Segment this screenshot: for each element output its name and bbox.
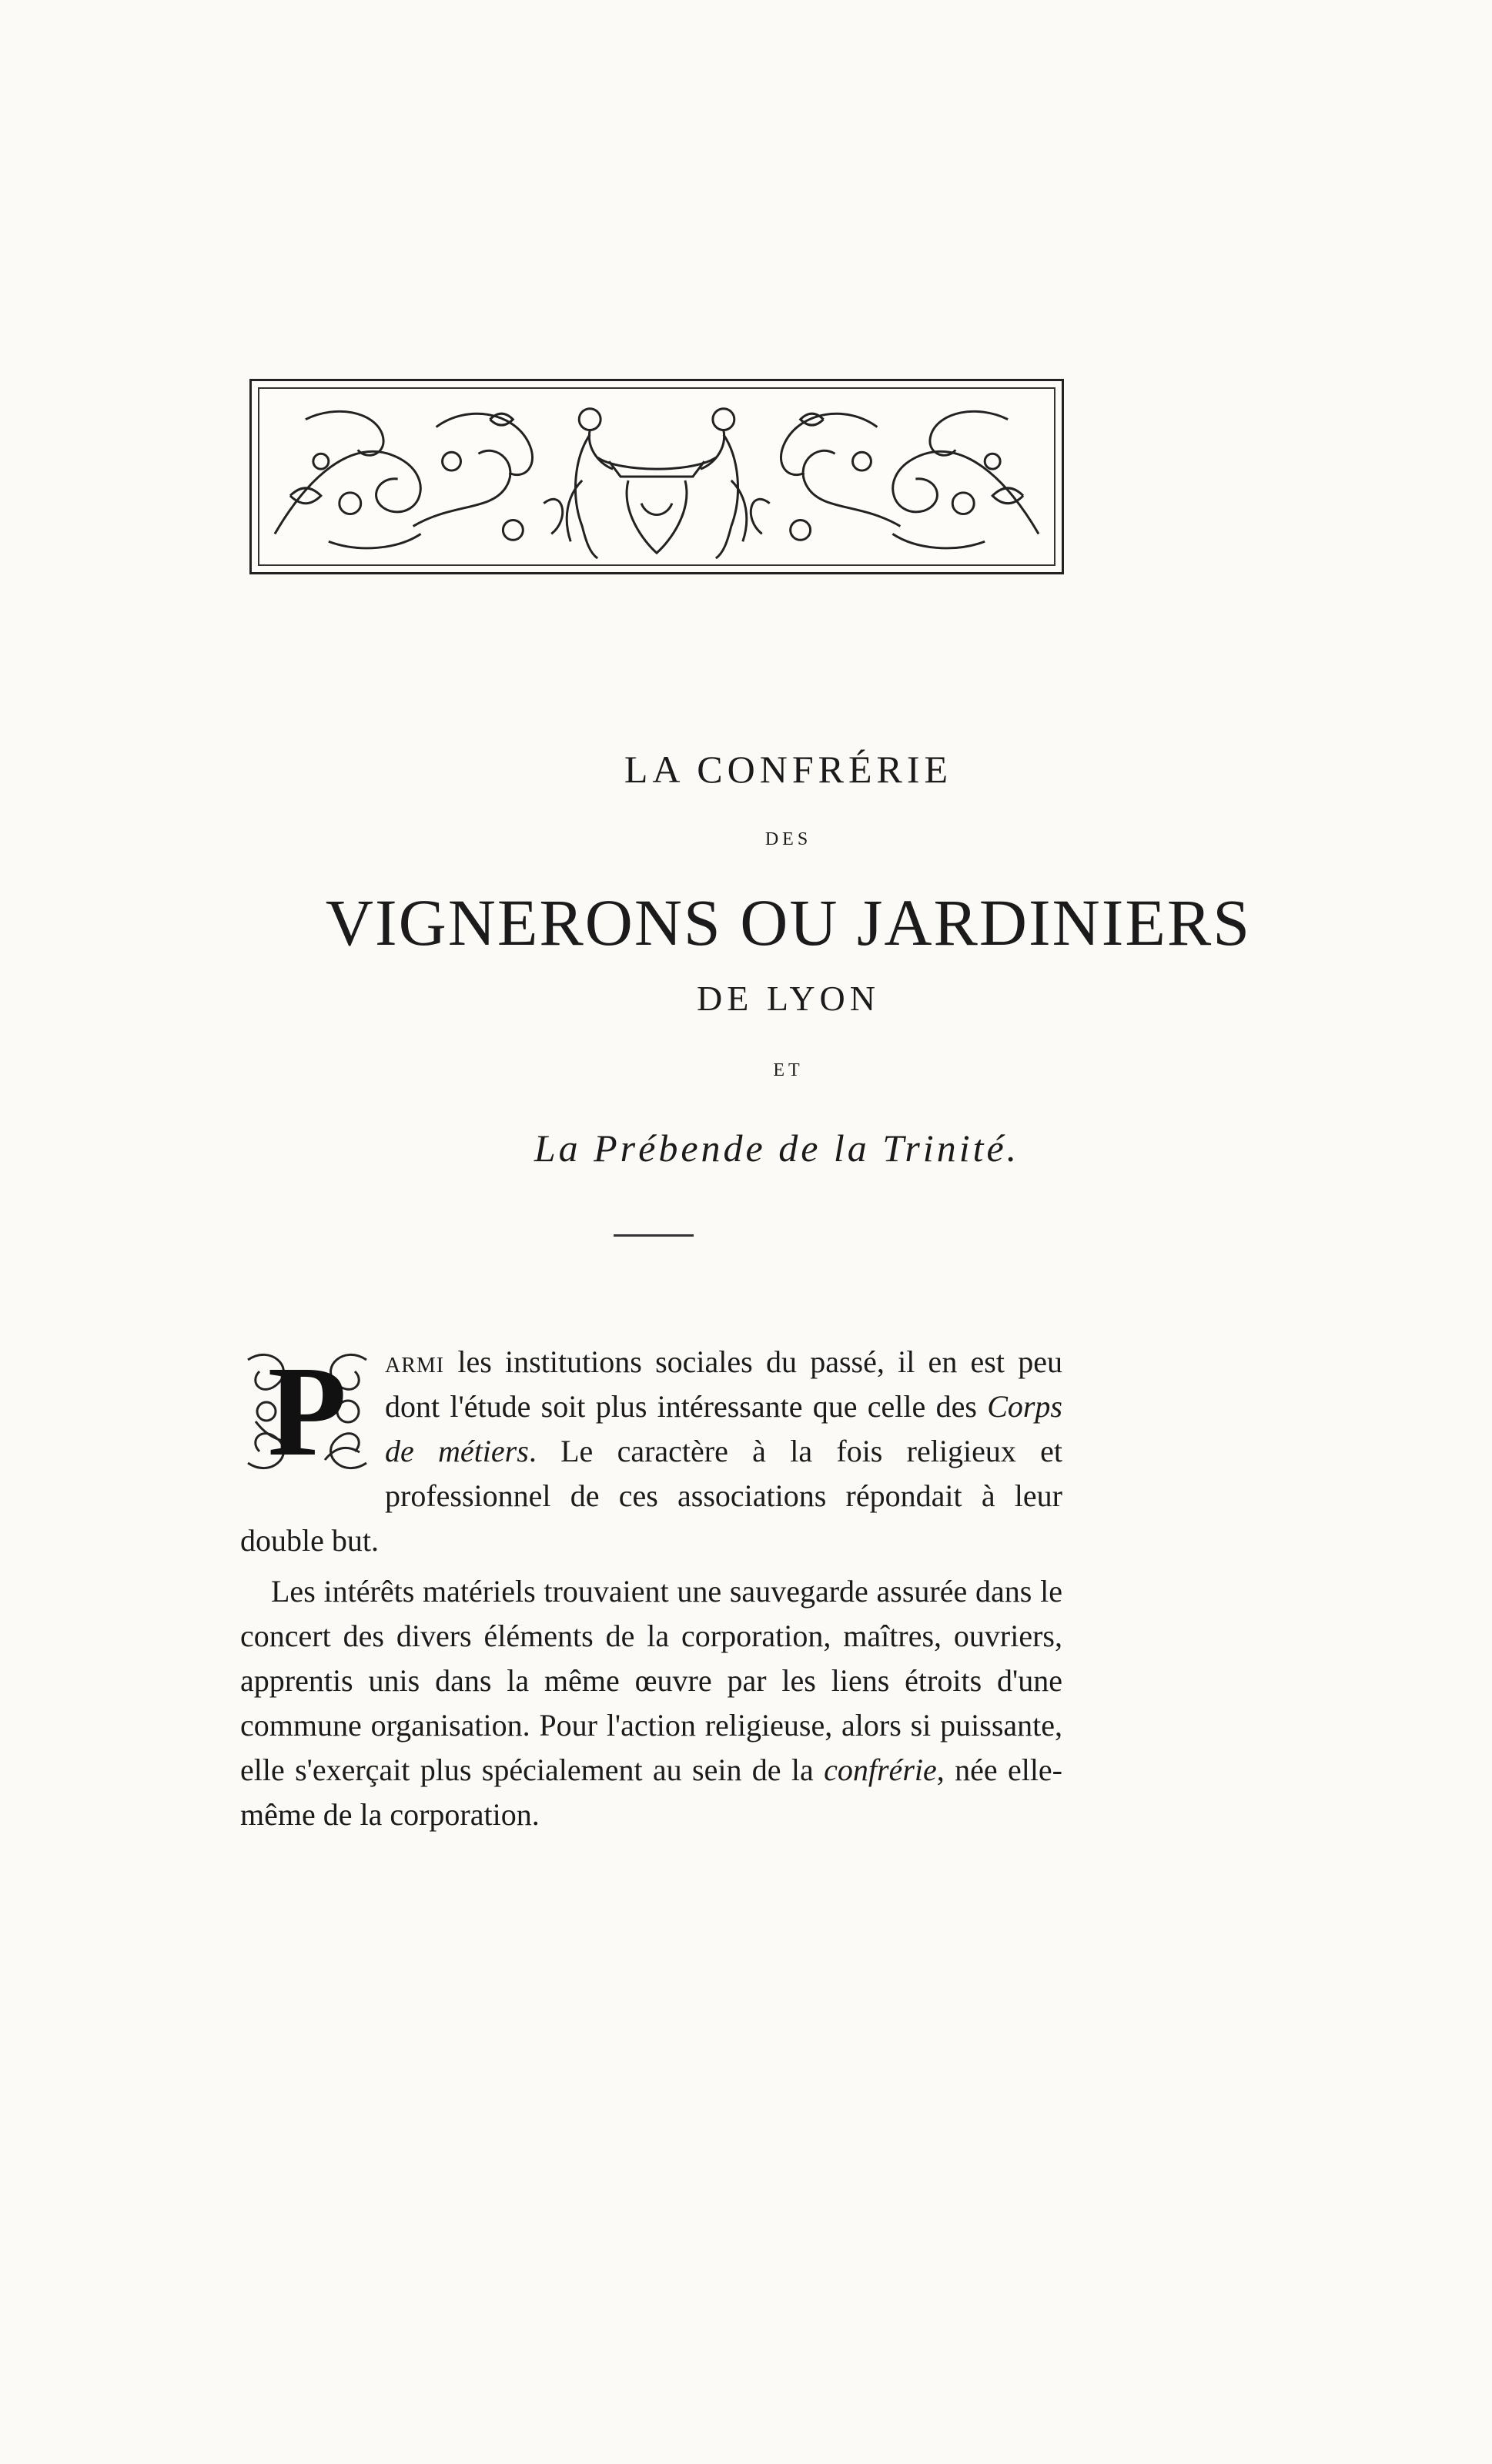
paragraph-2 (240, 1569, 1062, 1837)
title-la-confrerie: LA CONFRÉRIE (624, 748, 953, 791)
title-prebende: La Prébende de la Trinité. (534, 1127, 1020, 1170)
dropcap-letter: P (267, 1340, 347, 1483)
title-vignerons-ou-jardiniers: VIGNERONS OU JARDINIERS (325, 886, 1252, 959)
title-de-lyon: DE LYON (697, 979, 880, 1018)
paragraph-1-text-b: . Le caractère à la fois religieux et professionnel de ces associations répondait à leur double but. (240, 1434, 1062, 1558)
body-text (240, 1340, 1062, 1837)
floral-dropcap-icon (240, 1340, 374, 1483)
paragraph-1-emphasis: Corps de métiers (385, 1389, 1062, 1468)
paragraph-2-text-b: , née elle-même de la corporation. (240, 1753, 1063, 1832)
section-rule (614, 1234, 694, 1237)
ornamental-banner-icon (249, 379, 1064, 574)
vine-scroll-icon (259, 389, 1054, 564)
opening-word: armi (385, 1344, 445, 1379)
paragraph-2-text-a: Les intérêts matériels trouvaient une sauvegarde assurée dans le concert des divers éléments de la corporation, maîtres, ouvriers, apprentis unis dans la même œuvre par les liens étroits d'une commune organisation. Pour l'action religieuse, alors si puissante, elle s'exerçait plus spécialement au sein de la (240, 1574, 1062, 1787)
title-et: ET (773, 1060, 804, 1080)
paragraph-1 (240, 1340, 1062, 1563)
paragraph-1-text-a: les institutions sociales du passé, il en est peu dont l'étude soit plus intéressante que celle des (385, 1344, 1062, 1424)
banner-frame (258, 387, 1055, 566)
title-des: DES (764, 829, 812, 849)
paragraph-2-emphasis: confrérie (824, 1753, 937, 1787)
